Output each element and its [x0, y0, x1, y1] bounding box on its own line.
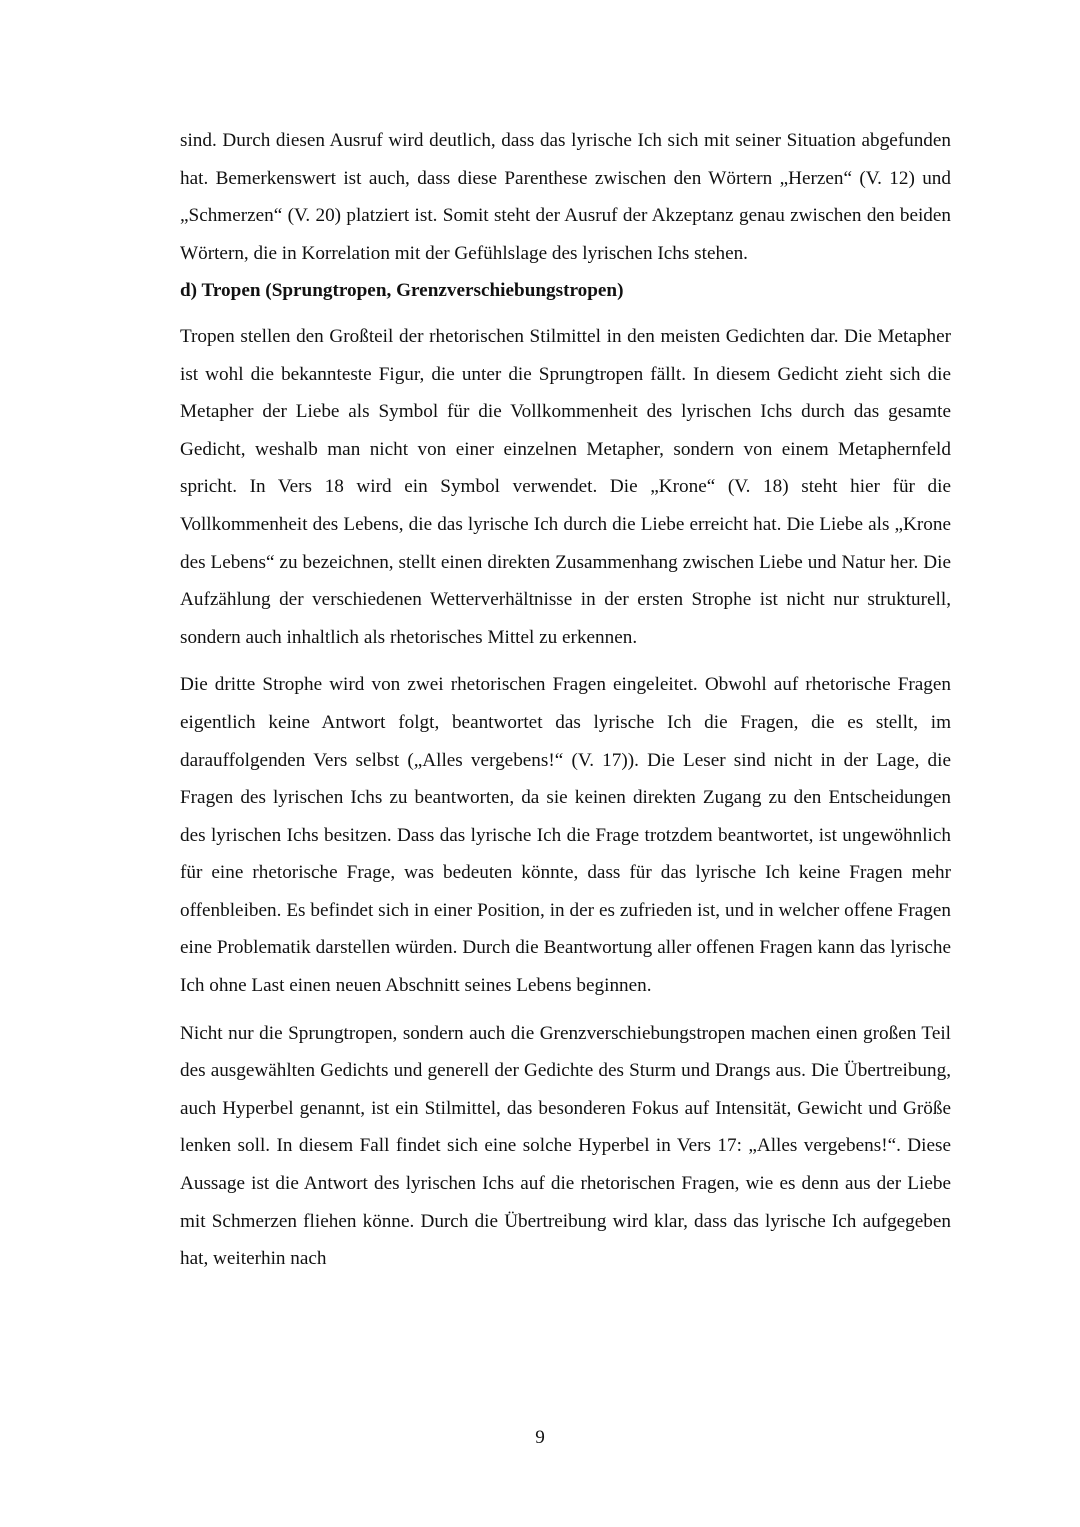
page-number: 9: [535, 1427, 545, 1448]
intro-paragraph: sind. Durch diesen Ausruf wird deutlich, dass das lyrische Ich sich mit seiner Situation abgefunden hat. Bemerkenswert ist auch, dass diese Parenthese zwischen den Wörtern „Herzen“ (V. 12) und „Schmerzen“ (V. 20) platziert ist. Somit steht der Ausruf der Akzeptanz genau zwischen den beiden Wörtern, die in Korrelation mit der Gefühlslage des lyrischen Ichs stehen.: [180, 130, 951, 264]
body-paragraph-tropen: Tropen stellen den Großteil der rhetorischen Stilmittel in den meisten Gedichten dar. Die Metapher ist wohl die bekannteste Figur, die unter die Sprungtropen fällt. In diesem Gedicht zieht sich die Metapher der Liebe als Symbol für die Vollkommenheit des lyrischen Ichs durch das gesamte Gedicht, weshalb man nicht von einer einzelnen Metapher, sondern von einem Metaphernfeld spricht. In Vers 18 wird ein Symbol verwendet. Die „Krone“ (V. 18) steht hier für die Vollkommenheit des Lebens, die das lyrische Ich durch die Liebe erreicht hat. Die Liebe als „Krone des Lebens“ zu bezeichnen, stellt einen direkten Zusammenhang zwischen Liebe und Natur her. Die Aufzählung der verschiedenen Wetterverhältnisse in der ersten Strophe ist nicht nur strukturell, sondern auch inhaltlich als rhetorisches Mittel zu erkennen.: [180, 325, 951, 648]
document-page: [180, 122, 951, 1278]
body-paragraph-rhetorische-fragen: Die dritte Strophe wird von zwei rhetorischen Fragen eingeleitet. Obwohl auf rhetorische Fragen eigentlich keine Antwort folgt, beantwortet das lyrische Ich die Fragen, die es stellt, im darauffolgenden Vers selbst („Alles vergebens!“ (V. 17)). Die Leser sind nicht in der Lage, die Fragen des lyrischen Ichs zu beantworten, da sie keinen direkten Zugang zu den Entscheidungen des lyrischen Ichs besitzen. Dass das lyrische Ich die Frage trotzdem beantwortet, ist ungewöhnlich für eine rhetorische Frage, was bedeuten könnte, dass für das lyrische Ich keine Fragen mehr offenbleiben. Es befindet sich in einer Position, in der es zufrieden ist, und in welcher offene Fragen eine Problematik darstellen würden. Durch die Beantwortung aller offenen Fragen kann das lyrische Ich ohne Last einen neuen Abschnitt seines Lebens beginnen.: [180, 674, 951, 997]
section-heading: d) Tropen (Sprungtropen, Grenzverschiebungstropen): [180, 280, 624, 302]
body-paragraph-hyperbel: Nicht nur die Sprungtropen, sondern auch die Grenzverschiebungstropen machen einen großen Teil des ausgewählten Gedichts und generell der Gedichte des Sturm und Drangs aus. Die Übertreibung, auch Hyperbel genannt, ist ein Stilmittel, das besonderen Fokus auf Intensität, Gewicht und Größe lenken soll. In diesem Fall findet sich eine solche Hyperbel in Vers 17: „Alles vergebens!“. Diese Aussage ist die Antwort des lyrischen Ichs auf die rhetorischen Fragen, wie es denn aus der Liebe mit Schmerzen fliehen könne. Durch die Übertreibung wird klar, dass das lyrische Ich aufgegeben hat, weiterhin nach: [180, 1022, 951, 1270]
